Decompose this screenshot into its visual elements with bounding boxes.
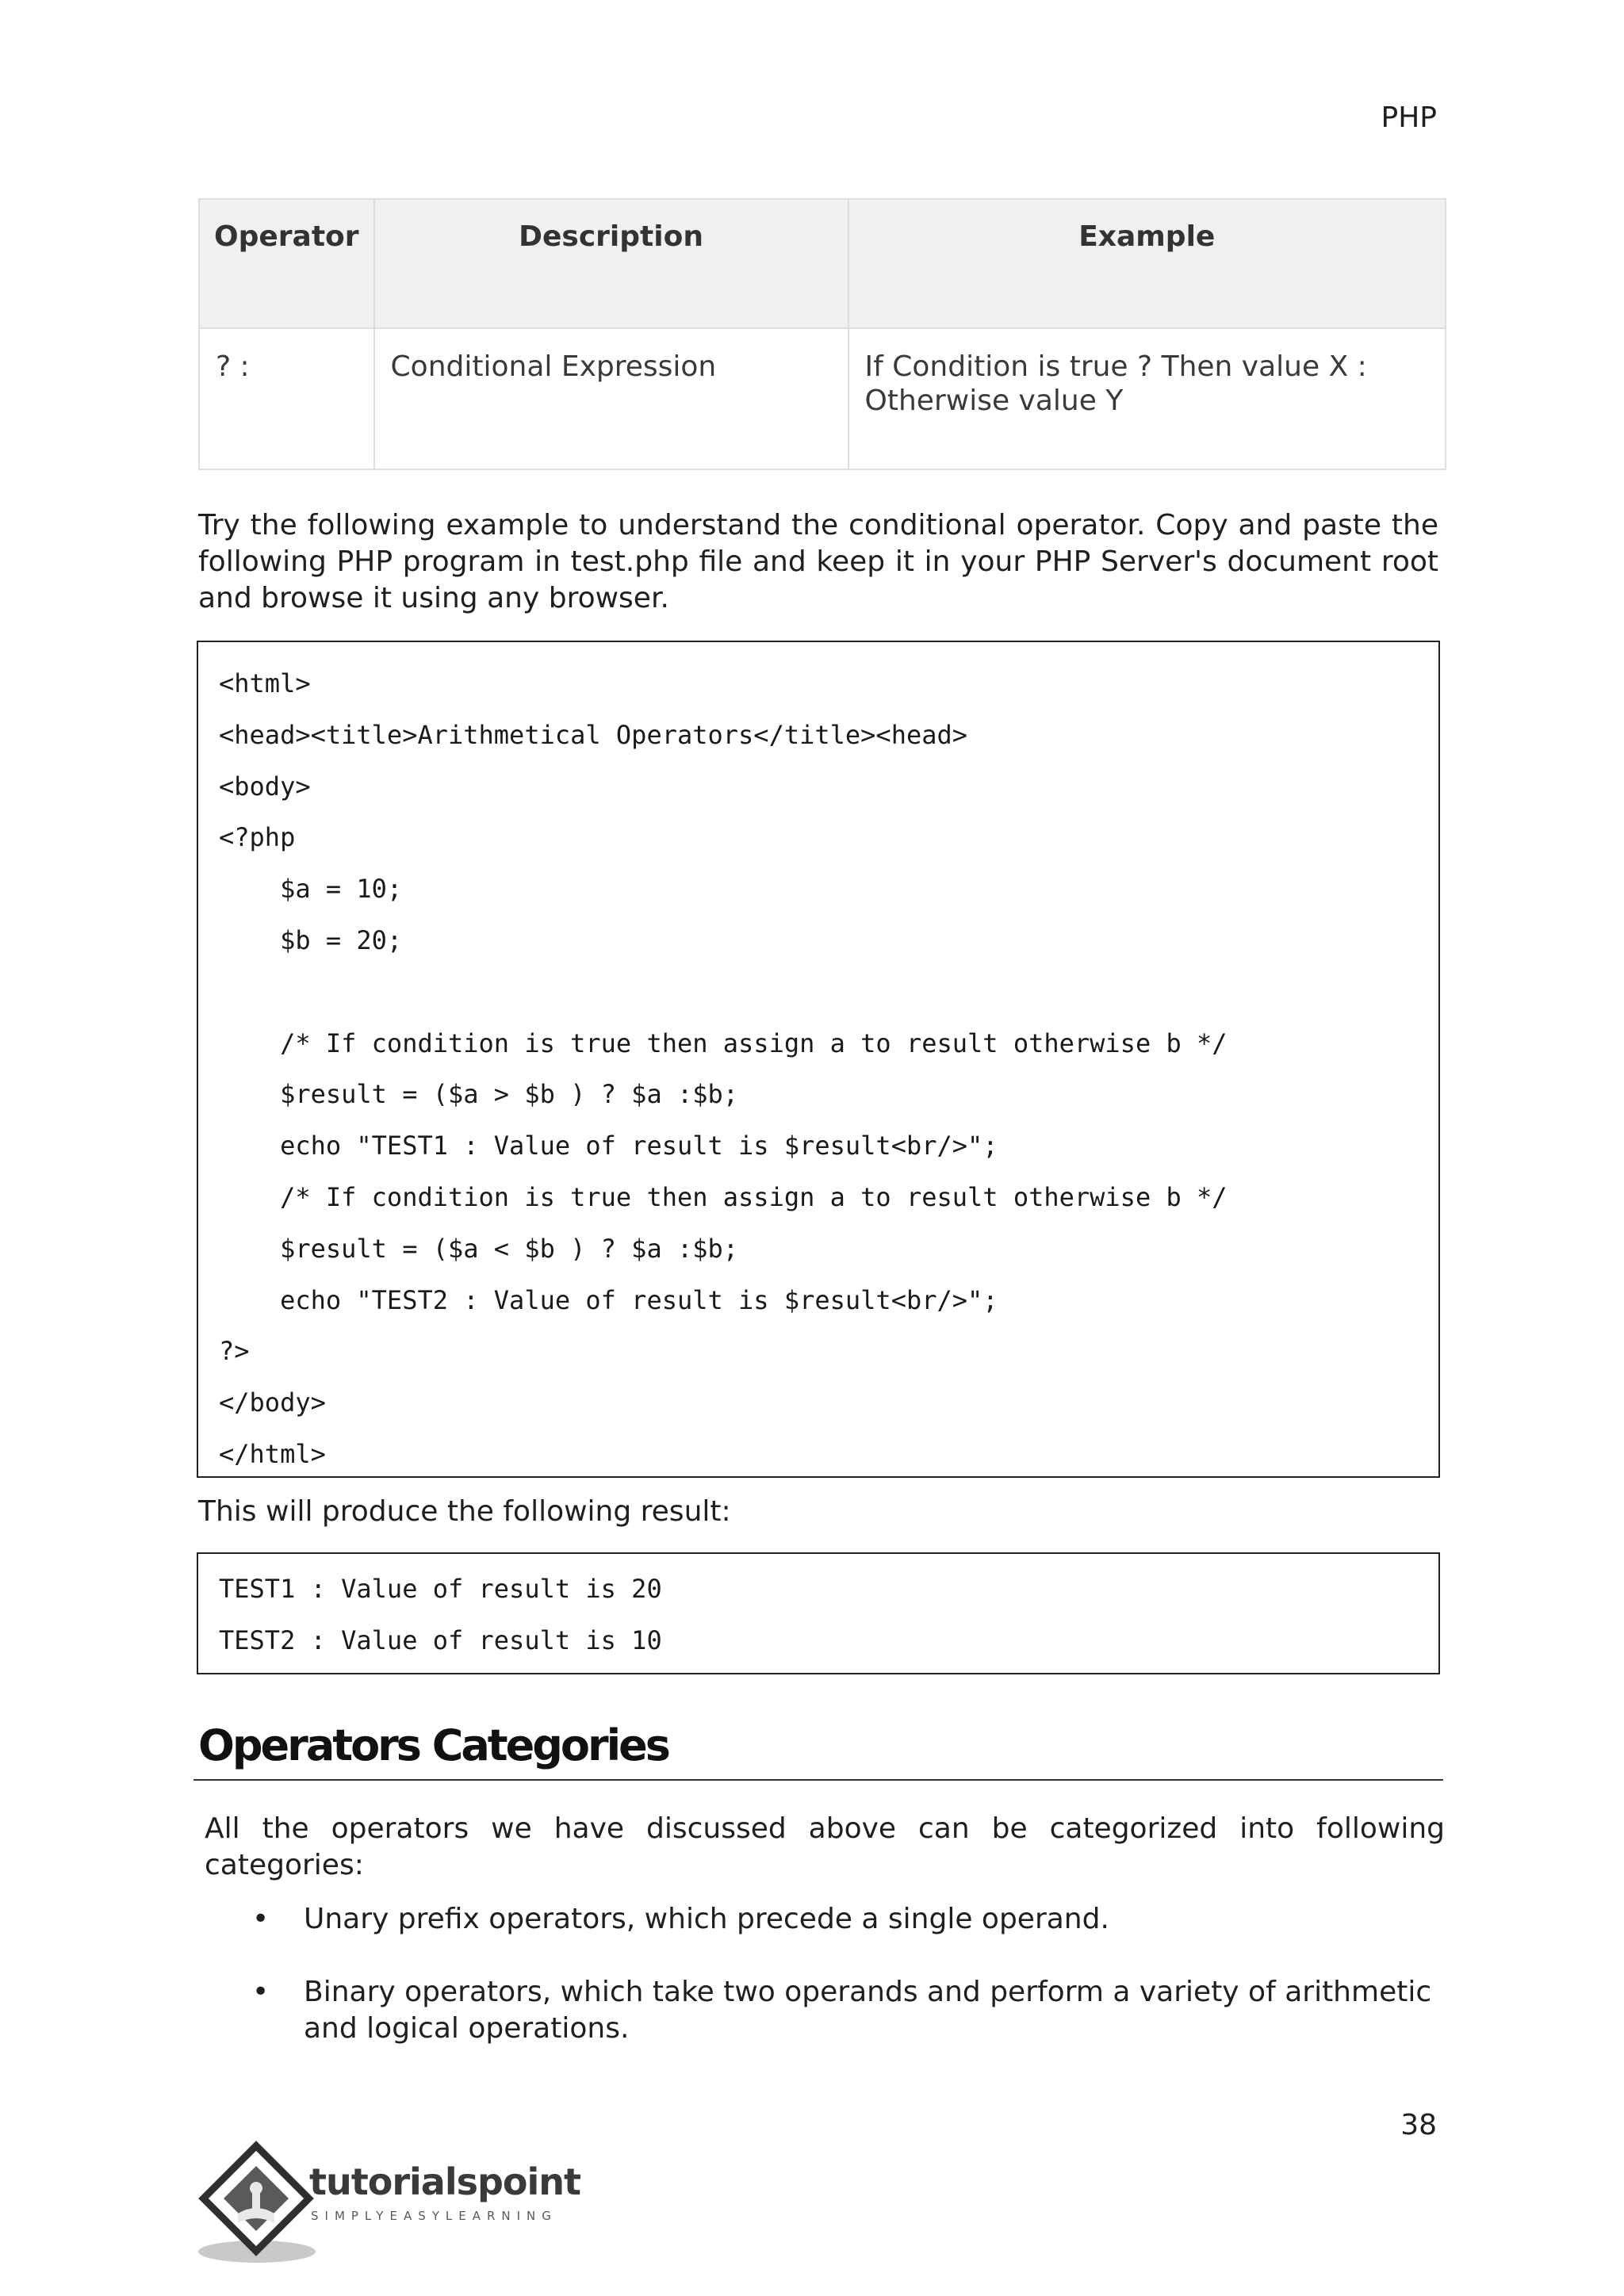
page-header-title: PHP <box>1381 101 1437 134</box>
section-intro: All the operators we have discussed above can be categorized into following categories: <box>205 1812 1445 1881</box>
table-cell-description: Conditional Expression <box>374 328 848 469</box>
page-number: 38 <box>1400 2109 1437 2141</box>
code-line: <?php <box>219 822 296 853</box>
code-line: $result = ($a < $b ) ? $a :$b; <box>219 1233 739 1264</box>
table-header-row <box>199 199 1446 328</box>
logo-tagline: SIMPLYEASYLEARNING <box>311 2209 557 2223</box>
result-intro-text: This will produce the following result: <box>198 1495 731 1528</box>
section-title: Operators Categories <box>198 1720 668 1770</box>
list-item <box>198 1974 1440 2047</box>
operator-table <box>198 198 1446 470</box>
category-list <box>198 1901 1440 2084</box>
bullet-icon: • <box>252 1976 270 2008</box>
table-header-operator: Operator <box>199 199 374 328</box>
code-line: /* If condition is true then assign a to result otherwise b */ <box>219 1181 1228 1212</box>
logo-wordmark: tutorialspoint <box>309 2160 581 2203</box>
code-line: <body> <box>219 771 311 802</box>
code-line: /* If condition is true then assign a to result otherwise b */ <box>219 1027 1228 1058</box>
output-code-block <box>197 1552 1440 1674</box>
code-line: </html> <box>219 1438 326 1469</box>
list-item-text: Binary operators, which take two operands and perform a variety of arithmetic and logical operations. <box>304 1976 1432 2045</box>
code-line: echo "TEST1 : Value of result is $result<br/>"; <box>219 1131 998 1161</box>
table-cell-operator: ? : <box>199 328 374 469</box>
list-item-text: Unary prefix operators, which precede a single operand. <box>304 1903 1109 1935</box>
code-line: $b = 20; <box>219 924 403 955</box>
logo-emblem-icon <box>197 2141 609 2267</box>
list-item <box>198 1901 1440 1938</box>
php-code-block <box>197 641 1440 1478</box>
result-line: TEST1 : Value of result is 20 <box>219 1574 662 1604</box>
code-line: $result = ($a > $b ) ? $a :$b; <box>219 1079 739 1110</box>
code-line: <html> <box>219 668 311 698</box>
code-line: $a = 10; <box>219 874 403 905</box>
tutorialspoint-logo <box>197 2141 609 2271</box>
table-header-description: Description <box>374 199 848 328</box>
intro-paragraph: Try the following example to understand the conditional operator. Copy and paste the following PHP program in test.php file and keep it in your PHP Server's document root and browse it using any browser. <box>198 509 1438 614</box>
code-line: ?> <box>219 1336 250 1367</box>
code-line: <head><title>Arithmetical Operators</title><head> <box>219 719 968 750</box>
bullet-icon: • <box>252 1903 270 1935</box>
code-line: echo "TEST2 : Value of result is $result<br/>"; <box>219 1284 998 1315</box>
code-line: </body> <box>219 1387 326 1418</box>
code-line <box>198 966 1438 1018</box>
table-row <box>199 328 1446 469</box>
result-line: TEST2 : Value of result is 10 <box>219 1624 662 1655</box>
table-cell-example: If Condition is true ? Then value X : Otherwise value Y <box>848 328 1446 469</box>
section-divider <box>193 1779 1443 1781</box>
table-header-example: Example <box>848 199 1446 328</box>
